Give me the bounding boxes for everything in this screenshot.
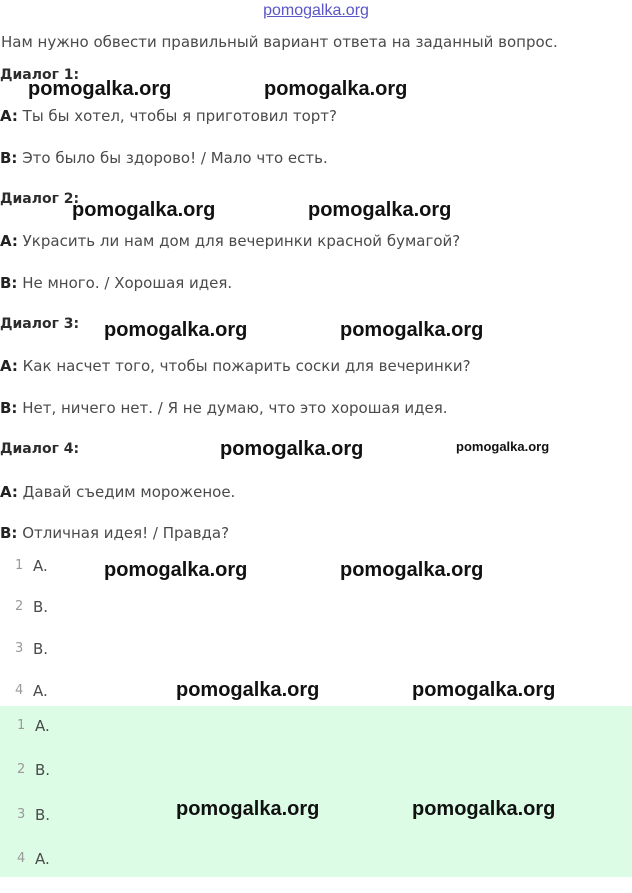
answer-letter: B.: [35, 806, 51, 824]
answer-letter: A.: [35, 717, 50, 735]
dialog-1-title: Диалог 1:: [0, 67, 80, 83]
speaker-a-label: A:: [0, 357, 18, 375]
dialog-4-a-text: Давай съедим мороженое.: [17, 483, 236, 501]
watermark: pomogalka.org: [412, 798, 556, 820]
watermark: pomogalka.org: [308, 199, 452, 221]
dialog-2-a-text: Украсить ли нам дом для вечеринки красной бумагой?: [17, 232, 461, 250]
site-watermark-top[interactable]: pomogalka.org: [263, 2, 369, 19]
task-instruction: Нам нужно обвести правильный вариант ответа на заданный вопрос.: [1, 33, 558, 51]
answer-letter: A.: [33, 557, 48, 575]
watermark: pomogalka.org: [220, 438, 364, 460]
answer-letter: B.: [33, 598, 49, 616]
dialog-3-a-text: Как насчет того, чтобы пожарить соски для вечеринки?: [17, 357, 471, 375]
answer-letter: B.: [35, 761, 51, 779]
answer-letter: A.: [35, 850, 50, 868]
watermark: pomogalka.org: [104, 319, 248, 341]
dialog-1-b-text: Это было бы здорово! / Мало что есть.: [17, 149, 328, 167]
dialog-1-line-a: [0, 107, 337, 125]
dialog-3-b-text: Нет, ничего нет. / Я не думаю, что это хорошая идея.: [17, 399, 448, 417]
dialog-4-b-text: Отличная идея! / Правда?: [17, 524, 230, 542]
answer-number: 1: [17, 718, 26, 733]
speaker-b-label: B:: [0, 524, 18, 542]
answer-letter: A.: [33, 682, 48, 700]
dialog-1-a-text: Ты бы хотел, чтобы я приготовил торт?: [17, 107, 337, 125]
speaker-b-label: B:: [0, 399, 18, 417]
dialog-4-line-a: [0, 483, 235, 501]
speaker-b-label: B:: [0, 149, 18, 167]
dialog-2-title: Диалог 2:: [0, 191, 80, 207]
watermark: pomogalka.org: [412, 679, 556, 701]
correct-answer-row-4: [0, 851, 632, 893]
answer-letter: B.: [33, 640, 49, 658]
dialog-1-line-b: [0, 149, 328, 167]
answer-number: 2: [17, 762, 26, 777]
watermark: pomogalka.org: [72, 199, 216, 221]
watermark: pomogalka.org: [340, 319, 484, 341]
answer-number: 4: [17, 851, 26, 866]
dialog-2-b-text: Не много. / Хорошая идея.: [17, 274, 233, 292]
speaker-a-label: A:: [0, 107, 18, 125]
dialog-4-line-b: [0, 524, 229, 542]
watermark: pomogalka.org: [176, 798, 320, 820]
watermark: pomogalka.org: [264, 78, 408, 100]
answer-number: 4: [15, 683, 24, 698]
dialog-2-line-b: [0, 274, 232, 292]
speaker-a-label: A:: [0, 232, 18, 250]
correct-answers-panel: [0, 706, 632, 877]
answer-number: 3: [17, 807, 26, 822]
watermark: pomogalka.org: [176, 679, 320, 701]
watermark-small: pomogalka.org: [456, 439, 550, 454]
dialog-3-line-a: [0, 357, 471, 375]
correct-answer-row-1: [0, 718, 632, 760]
dialog-4-title: Диалог 4:: [0, 441, 80, 457]
answer-row-3[interactable]: [0, 641, 632, 683]
dialog-3-line-b: [0, 399, 448, 417]
answer-number: 1: [15, 558, 24, 573]
answer-number: 2: [15, 599, 24, 614]
answer-row-2[interactable]: [0, 599, 632, 641]
speaker-b-label: B:: [0, 274, 18, 292]
watermark: pomogalka.org: [104, 559, 248, 581]
watermark: pomogalka.org: [340, 559, 484, 581]
answer-row-1[interactable]: [0, 558, 632, 600]
speaker-a-label: A:: [0, 483, 18, 501]
answer-number: 3: [15, 641, 24, 656]
dialog-2-line-a: [0, 232, 460, 250]
dialog-3-title: Диалог 3:: [0, 316, 80, 332]
watermark: pomogalka.org: [28, 78, 172, 100]
